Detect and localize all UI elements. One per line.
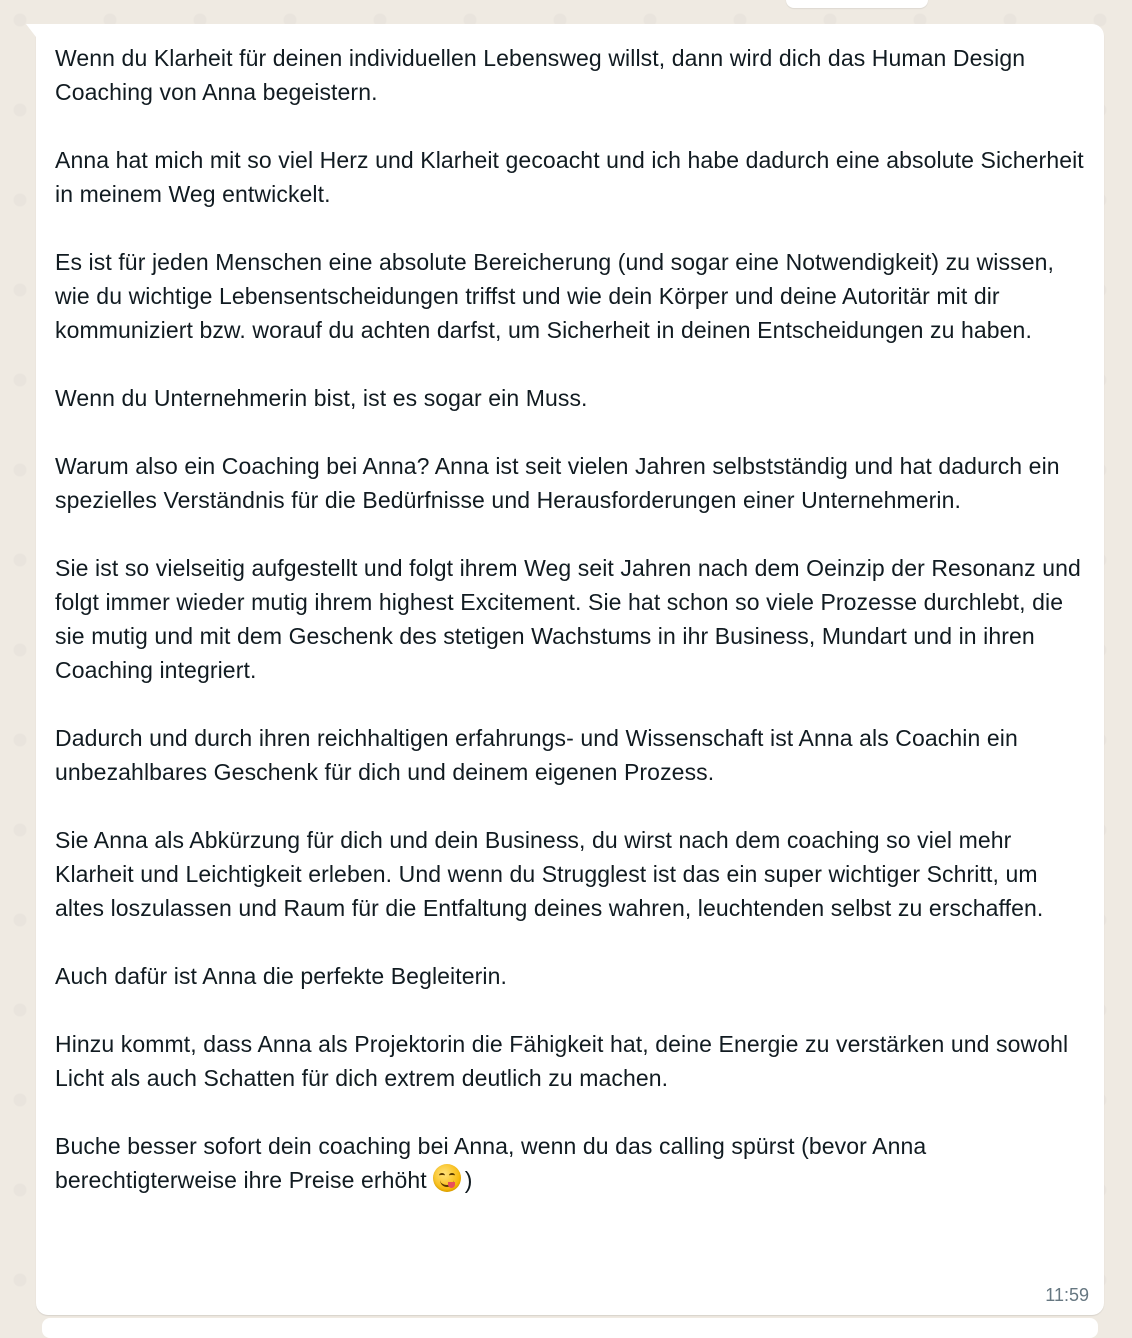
message-paragraph: Wenn du Klarheit für deinen individuellen Lebensweg willst, dann wird dich das Human Design Coaching von Anna begeistern. [55,45,1026,105]
face-savoring-food-emoji-icon [433,1164,461,1192]
message-paragraph: Sie ist so vielseitig aufgestellt und folgt ihrem Weg seit Jahren nach dem Oeinzip der Resonanz und folgt immer wieder mutig ihrem highest Excitement. Sie hat schon so viele Prozesse durchlebt, die sie mutig und mit dem Geschenk des stetigen Wachstums in ihr Business, Mundart und in ihren Coaching integriert. [55,555,1081,683]
message-paragraph: Dadurch und durch ihren reichhaltigen erfahrungs- und Wissenschaft ist Anna als Coachin ein unbezahlbares Geschenk für dich und deinem eigenen Prozess. [55,725,1018,785]
message-paragraph: Hinzu kommt, dass Anna als Projektorin die Fähigkeit hat, deine Energie zu verstärken und sowohl Licht als auch Schatten für dich extrem deutlich zu machen. [55,1031,1069,1091]
message-text [55,41,1090,1197]
message-paragraph: Auch dafür ist Anna die perfekte Begleiterin. [55,963,508,989]
next-message-bubble [42,1318,1098,1338]
message-paragraph-last [55,1129,1090,1197]
message-paragraph: Wenn du Unternehmerin bist, ist es sogar ein Muss. [55,385,588,411]
last-paragraph-text: Buche besser sofort dein coaching bei Anna, wenn du das calling spürst (bevor Anna berechtigterweise ihre Preise erhöht [55,1133,927,1193]
message-paragraph: Anna hat mich mit so viel Herz und Klarheit gecoacht und ich habe dadurch eine absolute Sicherheit in meinem Weg entwickelt. [55,147,1084,207]
message-paragraph: Warum also ein Coaching bei Anna? Anna ist seit vielen Jahren selbstständig und hat dadurch ein spezielles Verständnis für die Bedürfnisse und Herausforderungen einer Unternehmerin. [55,453,1060,513]
message-bubble[interactable] [36,24,1104,1315]
bubble-tail [26,24,36,37]
previous-message-bubble [786,0,928,8]
message-timestamp: 11:59 [1045,1285,1089,1305]
message-paragraph: Sie Anna als Abkürzung für dich und dein Business, du wirst nach dem coaching so viel mehr Klarheit und Leichtigkeit erleben. Und wenn du Strugglest ist das ein super wichtiger Schritt, um altes loszulassen und Raum für die Entfaltung deines wahren, leuchtenden selbst zu erschaffen. [55,827,1044,921]
message-paragraph: Es ist für jeden Menschen eine absolute Bereicherung (und sogar eine Notwendigkeit) zu wissen, wie du wichtige Lebensentscheidungen triffst und wie dein Körper und deine Autoritär mit dir kommuniziert bzw. worauf du achten darfst, um Sicherheit in deinen Entscheidungen zu haben. [55,249,1054,343]
last-paragraph-closing: ) [464,1167,473,1193]
